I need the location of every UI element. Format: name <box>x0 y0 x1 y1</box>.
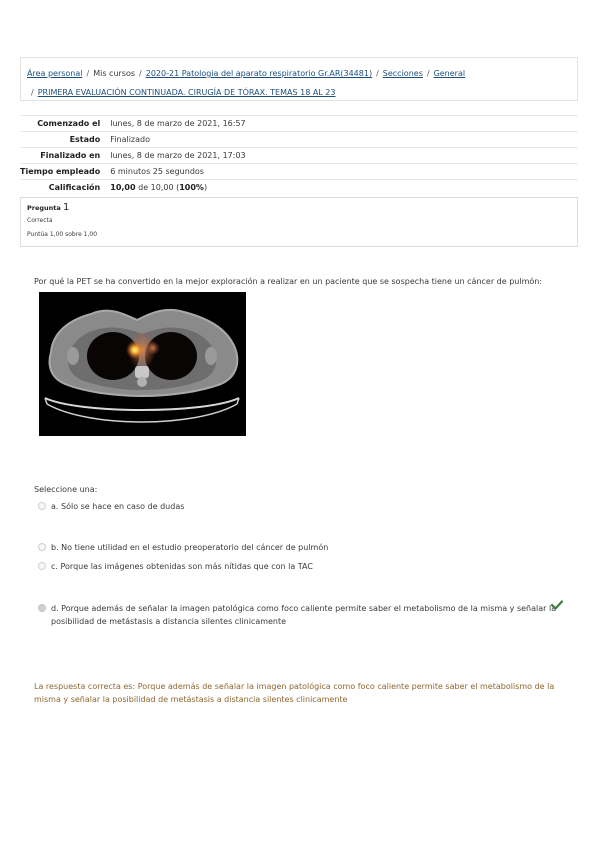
right-answer-feedback: La respuesta correcta es: Porque además de señalar la imagen patológica como foco caliente permite saber el metabolismo de la misma y señalar la posibilidad de metástasis a distancia silentes clinicamente <box>34 682 555 704</box>
radio-a[interactable] <box>38 502 46 510</box>
summary-value: lunes, 8 de marzo de 2021, 16:57 <box>110 119 246 128</box>
answer-option-d[interactable] <box>38 602 558 628</box>
question-number-label: Pregunta <box>27 204 61 212</box>
summary-row-started <box>20 116 578 132</box>
breadcrumb-separator: / <box>376 69 379 78</box>
breadcrumb-separator: / <box>86 69 90 78</box>
attempt-summary-table <box>20 115 578 196</box>
answer-label: Porque además de señalar la imagen patológica como foco caliente permite saber el metabolismo de la misma y señalar la posibilidad de metástasis a distancia silentes clinicamente <box>51 604 557 626</box>
breadcrumb-line-2 <box>27 83 569 102</box>
summary-grade-value <box>106 180 578 196</box>
summary-value: 6 minutos 25 segundos <box>110 167 204 176</box>
summary-value: lunes, 8 de marzo de 2021, 17:03 <box>110 151 246 160</box>
answer-text-b <box>51 541 328 554</box>
answer-text-d <box>51 602 558 628</box>
answer-label: Sólo se hace en caso de dudas <box>61 502 185 511</box>
breadcrumb-course[interactable]: 2020-21 Patologia del aparato respiratorio Gr.AR(34481) <box>145 69 373 78</box>
check-icon <box>551 600 563 610</box>
summary-label: Comenzado el <box>37 119 101 128</box>
breadcrumb-general[interactable]: General <box>433 69 466 78</box>
summary-label: Estado <box>69 135 101 144</box>
breadcrumb-mis-cursos: Mis cursos <box>93 69 136 78</box>
answer-text-a <box>51 500 184 513</box>
summary-row-time <box>20 164 578 180</box>
breadcrumb <box>20 57 578 101</box>
question-text: Por qué la PET se ha convertido en la mejor exploración a realizar en un paciente que se sospecha tiene un cáncer de pulmón: <box>34 277 543 286</box>
answer-option-b[interactable] <box>38 541 328 554</box>
pet-ct-scan-illustration <box>39 292 246 436</box>
answer-letter: a. <box>51 502 59 511</box>
question-state: Correcta <box>27 217 53 224</box>
question-number <box>27 202 571 214</box>
breadcrumb-area-personal[interactable]: Área personal <box>27 69 83 78</box>
summary-row-finished <box>20 148 578 164</box>
summary-row-grade <box>20 180 578 196</box>
breadcrumb-separator: / <box>426 69 430 78</box>
grade-percent: 100% <box>179 183 204 193</box>
breadcrumb-line-1 <box>27 64 569 83</box>
breadcrumb-quiz[interactable]: PRIMERA EVALUACIÓN CONTINUADA. CIRUGÍA DE TÓRAX. TEMAS 18 AL 23 <box>37 88 336 97</box>
question-info-box <box>20 197 578 247</box>
grade-of: de 10,00 ( <box>138 183 180 193</box>
answer-option-a[interactable] <box>38 500 184 513</box>
grade-score: 10,00 <box>110 183 136 193</box>
select-one-prompt: Seleccione una: <box>34 485 98 494</box>
radio-b[interactable] <box>38 543 46 551</box>
summary-value: Finalizado <box>110 135 150 144</box>
breadcrumb-separator: / <box>139 69 142 78</box>
answer-letter: b. <box>51 543 59 552</box>
pet-ct-image <box>39 292 246 436</box>
summary-label: Tiempo empleado <box>20 167 101 176</box>
answer-label: Porque las imágenes obtenidas son más nítidas que con la TAC <box>60 562 313 571</box>
question-number-value: 1 <box>63 202 70 213</box>
answer-text-c <box>51 560 313 573</box>
summary-label: Calificación <box>48 183 101 193</box>
summary-label: Finalizado en <box>40 151 101 160</box>
answer-label: No tiene utilidad en el estudio preoperatorio del cáncer de pulmón <box>61 543 329 552</box>
answer-option-c[interactable] <box>38 560 313 573</box>
summary-row-state <box>20 132 578 148</box>
answer-letter: d. <box>51 604 59 613</box>
grade-close: ) <box>203 183 208 193</box>
radio-c[interactable] <box>38 562 46 570</box>
answer-letter: c. <box>51 562 58 571</box>
breadcrumb-separator: / <box>31 88 34 97</box>
question-points: Puntúa 1,00 sobre 1,00 <box>27 231 98 238</box>
radio-d-selected[interactable] <box>38 604 46 612</box>
breadcrumb-secciones[interactable]: Secciones <box>382 69 423 78</box>
